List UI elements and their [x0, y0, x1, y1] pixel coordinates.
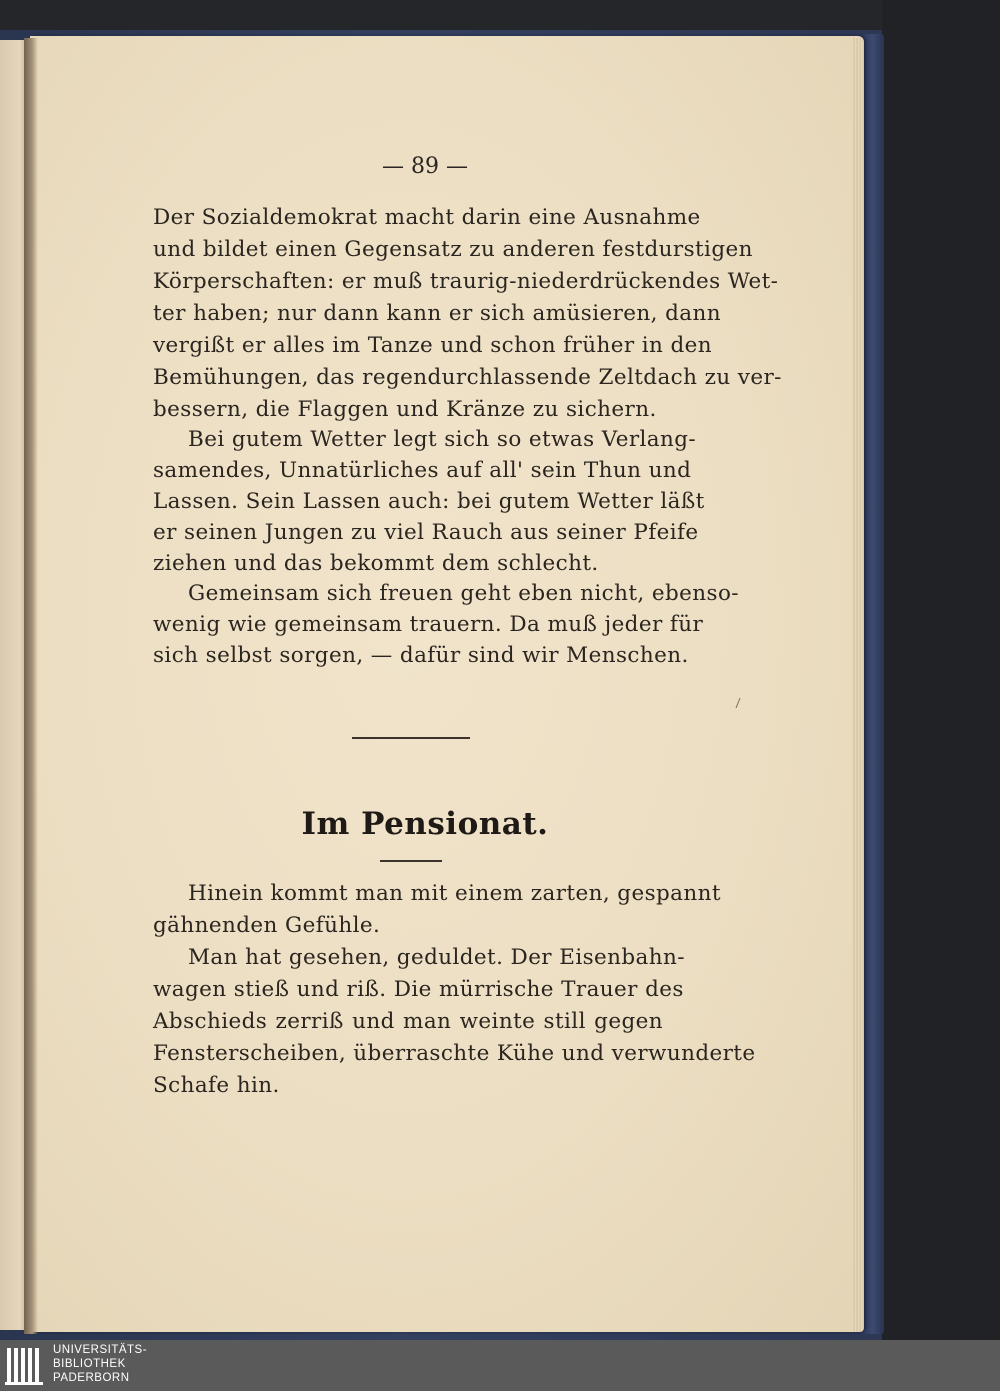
text-line: wagen stieß und riß. Die mürrische Trauer des — [153, 977, 684, 1002]
text-line: samendes, Unnatürliches auf all' sein Thun und — [153, 458, 692, 483]
gutter-shadow — [24, 38, 38, 1334]
library-logo-icon — [3, 1344, 47, 1388]
text-line: Abschieds zerriß und man weinte still gegen — [153, 1009, 663, 1034]
text-line: ter haben; nur dann kann er sich amüsieren, dann — [153, 301, 721, 326]
text-line: Lassen. Sein Lassen auch: bei gutem Wetter läßt — [153, 489, 705, 514]
section-heading: Im Pensionat. — [301, 806, 549, 842]
text-line: Der Sozialdemokrat macht darin eine Ausnahme — [153, 205, 701, 230]
text-line: vergißt er alles im Tanze und schon früher in den — [153, 333, 713, 358]
page-block-edge — [852, 38, 864, 1332]
text-line: Bei gutem Wetter legt sich so etwas Verlang- — [188, 427, 697, 452]
text-line: Man hat gesehen, geduldet. Der Eisenbahn- — [188, 945, 685, 970]
text-line: wenig wie gemeinsam trauern. Da muß jeder für — [153, 612, 704, 637]
page-number: — 89 — — [382, 154, 468, 179]
scan-background-top — [0, 0, 1000, 30]
text-line: Körperschaften: er muß traurig-niederdrückendes Wet- — [153, 269, 779, 294]
text-line: Bemühungen, das regendurchlassende Zeltdach zu ver- — [153, 365, 782, 390]
library-name — [53, 1343, 147, 1385]
library-banner — [0, 1340, 1000, 1391]
text-line: ziehen und das bekommt dem schlecht. — [153, 551, 599, 576]
cover-edge — [862, 34, 884, 1334]
text-line: und bildet einen Gegensatz zu anderen festdurstigen — [153, 237, 753, 262]
pencil-mark — [735, 698, 741, 708]
text-line: sich selbst sorgen, — dafür sind wir Menschen. — [153, 643, 689, 668]
text-line: Gemeinsam sich freuen geht eben nicht, ebenso- — [188, 581, 739, 606]
library-name-line: UNIVERSITÄTS- — [53, 1344, 148, 1356]
text-line: Schafe hin. — [153, 1073, 280, 1098]
heading-underline — [380, 860, 442, 862]
section-divider — [352, 737, 470, 739]
text-line: Fensterscheiben, überraschte Kühe und verwunderte — [153, 1041, 756, 1066]
text-line: gähnenden Gefühle. — [153, 913, 381, 938]
scan-background-right — [882, 0, 1000, 1340]
library-name-line: PADERBORN — [53, 1372, 130, 1384]
library-name-line: BIBLIOTHEK — [53, 1358, 126, 1370]
text-line: bessern, die Flaggen und Kränze zu sichern. — [153, 397, 657, 422]
text-line: er seinen Jungen zu viel Rauch aus seiner Pfeife — [153, 520, 699, 545]
text-line: Hinein kommt man mit einem zarten, gespannt — [188, 881, 721, 906]
